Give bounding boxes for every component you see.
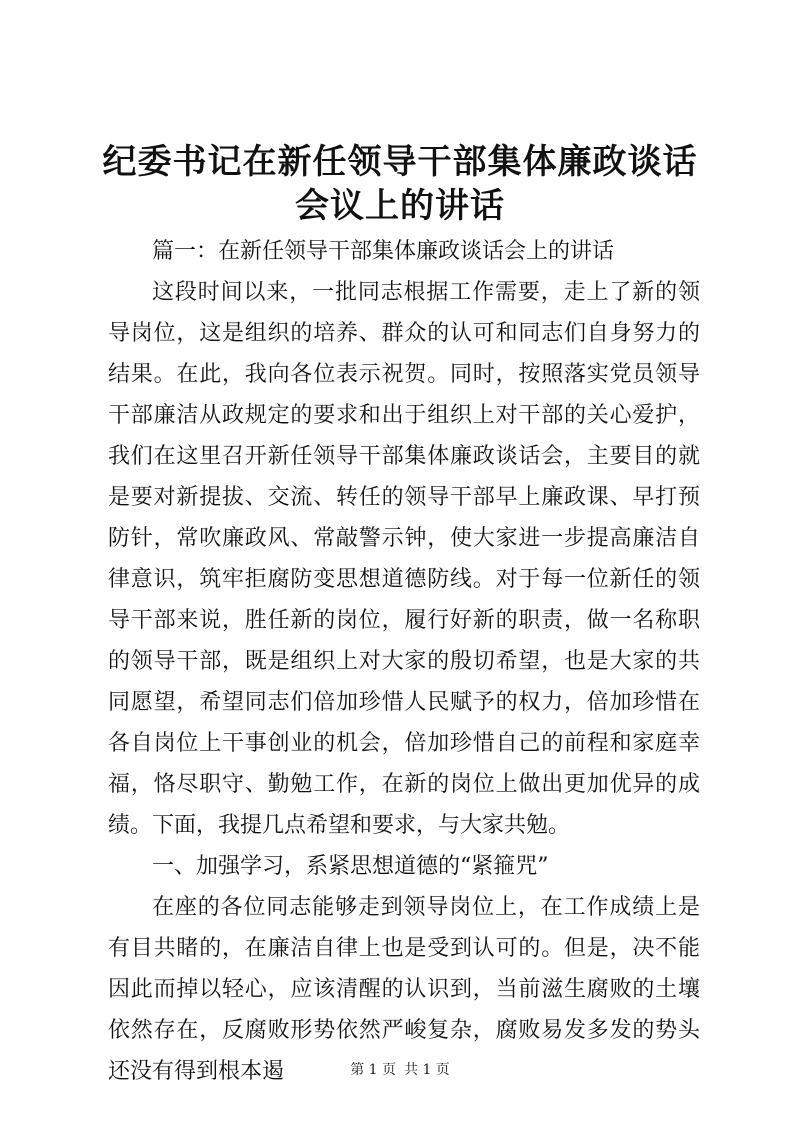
section-heading-part-one: 篇一：在新任领导干部集体廉政谈话会上的讲话 [152,239,615,264]
page-number: 第 1 页 [350,1062,396,1078]
study-paragraph: 在座的各位同志能够走到领导岗位上，在工作成绩上是有目共睹的，在廉洁自律上也是受到认可的。但是，决不能因此而掉以轻心，应该清醒的认识到，当前滋生腐败的土壤依然存在，反腐败形势依然严峻复杂，腐败易发多发的势头还没有得到根本遏 [108,895,700,1084]
opening-paragraph: 这段时间以来，一批同志根据工作需要，走上了新的领导岗位，这是组织的培养、群众的认可和同志们自身努力的结果。在此，我向各位表示祝贺。同时，按照落实党员领导干部廉洁从政规定的要求和出于组织上对干部的关心爱护，我们在这里召开新任领导干部集体廉政谈话会，主要目的就是要对新提拔、交流、转任的领导干部早上廉政课、早打预防针，常吹廉政风、常敲警示钟，使大家进一步提高廉洁自律意识，筑牢拒腐防变思想道德防线。对于每一位新任的领导干部来说，胜任新的岗位，履行好新的职责，做一名称职的领导干部，既是组织上对大家的殷切希望，也是大家的共同愿望，希望同志们倍加珍惜人民赋予的权力，倍加珍惜在各自岗位上干事创业的机会，倍加珍惜自己的前程和家庭幸福，恪尽职守、勤勉工作，在新的岗位上做出更加优异的成绩。下面，我提几点希望和要求，与大家共勉。 [108,280,700,838]
page-footer [0,1060,800,1080]
page-total: 共 1 页 [404,1062,450,1078]
document-body [108,231,700,1092]
document-title: 纪委书记在新任领导干部集体廉政谈话会议上的讲话 [102,142,698,226]
section-heading-study: 一、加强学习，系紧思想道德的“紧箍咒” [152,854,549,879]
